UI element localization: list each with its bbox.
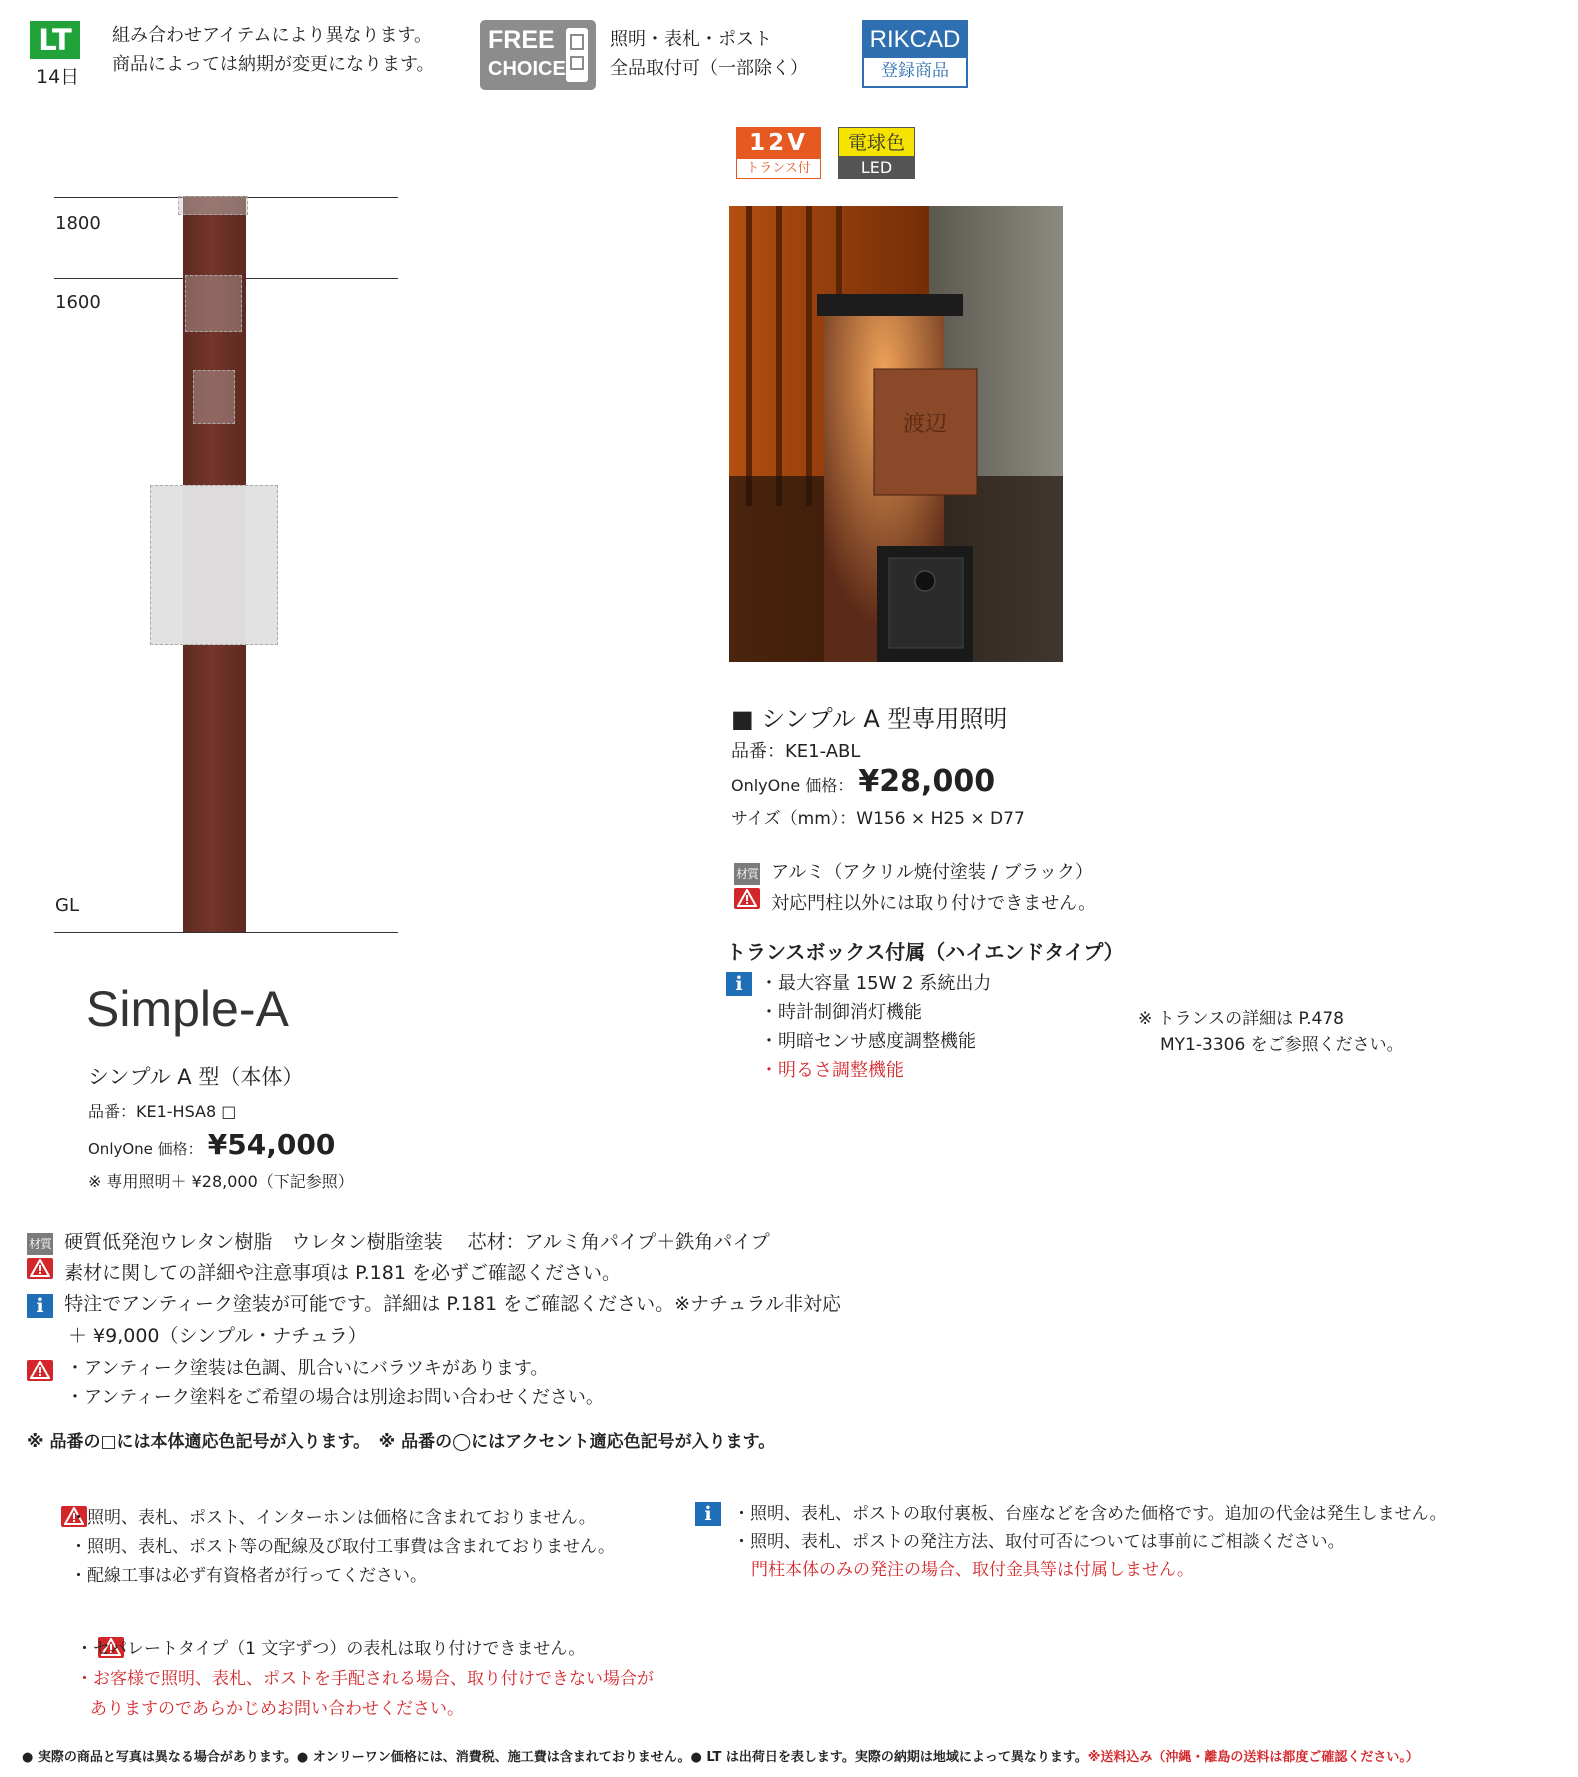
light-material-row bbox=[734, 858, 1093, 887]
product-code: 品番：KE1-HSA8 □ bbox=[88, 1102, 237, 1121]
free-choice-line-1: 照明・表札・ポスト bbox=[610, 29, 772, 50]
right-notice-2: ・照明、表札、ポストの発注方法、取付可否については事前にご相談ください。 bbox=[733, 1532, 1345, 1552]
lead-time-badge: LT bbox=[30, 21, 80, 59]
intercom-placeholder bbox=[193, 370, 235, 424]
spec-material-row bbox=[27, 1226, 770, 1258]
material-icon: 材質 bbox=[734, 863, 760, 885]
free-choice-text-1: FREE bbox=[488, 26, 555, 54]
light-title: ■ シンプル A 型専用照明 bbox=[731, 705, 1008, 733]
nameplate-placeholder bbox=[185, 275, 242, 332]
warning-icon bbox=[734, 888, 760, 909]
rikcad-subtitle: 登録商品 bbox=[881, 61, 949, 81]
left-notice-2: ・照明、表札、ポスト等の配線及び取付工事費は含まれておりません。 bbox=[70, 1537, 616, 1557]
light-size: サイズ（mm）：W156 × H25 × D77 bbox=[731, 809, 1025, 829]
footer-text: ● 実際の商品と写真は異なる場合があります。● オンリーワン価格には、消費税、施工費は含まれておりません。● LT は出荷日を表します。実際の納期は地域によって異なります。 bbox=[22, 1750, 1088, 1765]
spec-info-1b: ＋ ¥9,000（シンプル・ナチュラ） bbox=[68, 1325, 367, 1347]
spec-warning-2b: ・アンティーク塗料をご希望の場合は別途お問い合わせください。 bbox=[66, 1387, 604, 1408]
separate-notice-red-1: ・お客様で照明、表札、ポストを手配される場合、取り付けできない場合が bbox=[76, 1669, 654, 1689]
light-warning-row bbox=[734, 888, 1096, 918]
info-icon: i bbox=[695, 1502, 721, 1526]
voltage-sub: トランス付 bbox=[746, 161, 811, 176]
spec-warning-1-row bbox=[27, 1257, 621, 1289]
trans-list bbox=[760, 969, 991, 1085]
separate-notice-red-2: ありますのであらかじめお問い合わせください。 bbox=[90, 1699, 464, 1719]
light-warning: 対応門柱以外には取り付けできません。 bbox=[771, 893, 1097, 914]
light-price-label: OnlyOne 価格： bbox=[731, 776, 854, 795]
led-badge bbox=[838, 127, 915, 179]
free-choice-text-2: CHOICE bbox=[488, 58, 566, 80]
spec-info-1: 特注でアンティーク塗装が可能です。詳細は P.181 をご確認ください。※ナチュラル非対応 bbox=[64, 1293, 841, 1315]
left-notice-list bbox=[70, 1504, 615, 1591]
light-photo-illustration bbox=[729, 206, 1063, 662]
separate-notice-list bbox=[76, 1634, 654, 1724]
left-notice-3: ・配線工事は必ず有資格者が行ってください。 bbox=[70, 1566, 427, 1586]
warning-icon bbox=[27, 1258, 53, 1279]
lead-time-text bbox=[112, 21, 435, 79]
warning-icon bbox=[27, 1360, 53, 1381]
separate-notice-1: ・セパレートタイプ（1 文字ずつ）の表札は取り付けできません。 bbox=[76, 1639, 586, 1659]
label-gl: GL bbox=[55, 895, 79, 916]
footer-red: ※送料込み（沖縄・離島の送料は都度ご確認ください。） bbox=[1087, 1750, 1419, 1765]
spec-warning-1: 素材に関しての詳細や注意事項は P.181 を必ずご確認ください。 bbox=[64, 1262, 621, 1284]
product-note: ※ 専用照明＋ ¥28,000（下記参照） bbox=[88, 1172, 354, 1191]
trans-note-1: ※ トランスの詳細は P.478 bbox=[1138, 1009, 1344, 1029]
free-choice-text bbox=[610, 25, 808, 83]
free-choice-icon bbox=[566, 28, 588, 82]
code-note: ※ 品番の□には本体適応色記号が入ります。 ※ 品番の◯にはアクセント適応色記号が入ります。 bbox=[27, 1432, 776, 1452]
light-photo bbox=[729, 206, 1063, 662]
left-notice-1: ・照明、表札、ポスト、インターホンは価格に含まれておりません。 bbox=[70, 1508, 596, 1528]
rikcad-logo bbox=[862, 20, 968, 88]
product-price-row bbox=[88, 1128, 335, 1161]
spec-info-row bbox=[27, 1288, 841, 1320]
trans-item-3: ・明暗センサ感度調整機能 bbox=[760, 1031, 976, 1052]
rikcad-title: RIKCAD bbox=[864, 22, 966, 58]
product-price-label: OnlyOne 価格： bbox=[88, 1140, 203, 1158]
mailbox-placeholder bbox=[150, 485, 278, 645]
lead-time-line-1: 組み合わせアイテムにより異なります。 bbox=[112, 25, 433, 46]
free-choice-line-2: 全品取付可（一部除く） bbox=[610, 58, 808, 79]
trans-item-2: ・時計制御消灯機能 bbox=[760, 1002, 922, 1023]
right-notice-red: 門柱本体のみの発注の場合、取付金具等は付属しません。 bbox=[751, 1560, 1195, 1580]
trans-note-2: MY1-3306 をご参照ください。 bbox=[1160, 1035, 1404, 1055]
right-notice-list bbox=[733, 1500, 1447, 1584]
footer bbox=[22, 1746, 1419, 1765]
line-gl bbox=[54, 932, 398, 933]
trans-note bbox=[1138, 1006, 1404, 1058]
voltage-value: 12V bbox=[737, 128, 820, 159]
lead-time-days: 14日 bbox=[36, 66, 80, 88]
light-material: アルミ（アクリル焼付塗装 / ブラック） bbox=[771, 862, 1093, 883]
product-name-jp: シンプル A 型（本体） bbox=[88, 1065, 304, 1089]
nameplate-text: 渡辺 bbox=[902, 412, 948, 437]
spec-material: 硬質低発泡ウレタン樹脂 ウレタン樹脂塗装 芯材：アルミ角パイプ＋鉄角パイプ bbox=[64, 1231, 770, 1253]
trans-item-red: ・明るさ調整機能 bbox=[760, 1060, 904, 1081]
product-name-en: Simple-A bbox=[86, 981, 289, 1037]
label-1800: 1800 bbox=[55, 213, 101, 234]
led-color: 電球色 bbox=[838, 127, 915, 157]
light-placeholder bbox=[178, 196, 248, 215]
light-code: 品番：KE1-ABL bbox=[731, 741, 861, 762]
trans-title: トランスボックス付属（ハイエンドタイプ） bbox=[726, 940, 1124, 964]
label-1600: 1600 bbox=[55, 292, 101, 313]
lead-time-line-2: 商品によっては納期が変更になります。 bbox=[112, 54, 435, 75]
material-icon: 材質 bbox=[27, 1233, 53, 1255]
free-choice-logo bbox=[480, 20, 596, 90]
info-icon: i bbox=[726, 972, 752, 996]
info-icon: i bbox=[27, 1294, 53, 1318]
spec-warning-2a: ・アンティーク塗装は色調、肌合いにバラツキがあります。 bbox=[66, 1358, 549, 1379]
light-price: ¥28,000 bbox=[858, 764, 996, 799]
light-price-row bbox=[731, 764, 995, 799]
spec-warning-2 bbox=[66, 1354, 604, 1412]
product-price: ¥54,000 bbox=[207, 1128, 336, 1161]
led-sub: LED bbox=[838, 157, 915, 179]
trans-item-1: ・最大容量 15W 2 系統出力 bbox=[760, 973, 992, 994]
right-notice-1: ・照明、表札、ポストの取付裏板、台座などを含めた価格です。追加の代金は発生しません。 bbox=[733, 1504, 1447, 1524]
voltage-badge bbox=[736, 127, 821, 179]
